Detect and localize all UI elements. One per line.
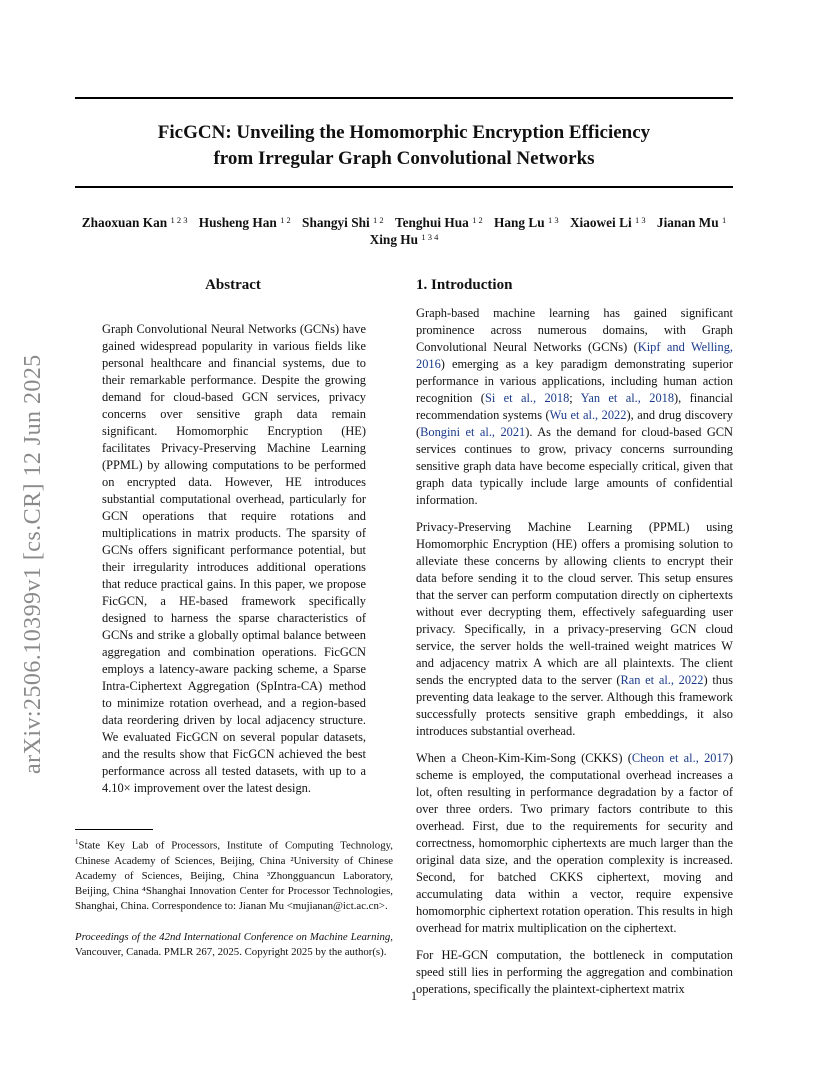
citation-link[interactable]: Yan et al., 2018 [580, 391, 675, 405]
title-top-rule [75, 97, 733, 99]
citation-link[interactable]: Kipf and Welling, 2016 [416, 340, 733, 371]
author-affiliation-marks: 1 2 [373, 215, 384, 225]
author-name: Jianan Mu $^1$ [656, 215, 727, 230]
author-name: Xing Hu $^{1 3 4}$ [369, 232, 439, 247]
intro-body [416, 305, 733, 1008]
author-affiliation-marks: 1 3 [548, 215, 559, 225]
author-name: Xiaowei Li $^{1 3}$ [569, 215, 646, 230]
intro-paragraph-3: When a Cheon-Kim-Kim-Song (CKKS) (Cheon et al., 2017) scheme is employed, the computational overhead increases a lot, often resulting in performance degradation by a factor of over three orders. Two primary factors contribute to this overhead. First, due to the requirements for security and correctness, homomorphic ciphertexts are much larger than the original data size, and the operation complexity is increased. Second, for batched CKKS ciphertext, moving and accumulating data within a vector, require expensive homomorphic ciphertext rotation operation. This results in high overhead for matrix multiplication on the ciphertext. [416, 751, 733, 935]
title-bottom-rule [75, 186, 733, 188]
author-affiliation-marks: 1 2 3 [170, 215, 188, 225]
paper-title [75, 120, 733, 172]
intro-paragraph-4: For HE-GCN computation, the bottleneck in computation speed still lies in performing the aggregation and combination operations, specifically the plaintext-ciphertext matrix [416, 948, 733, 996]
abstract-heading: Abstract [205, 277, 261, 293]
arxiv-stamp [20, 300, 50, 780]
author-name: Tenghui Hua $^{1 2}$ [394, 215, 483, 230]
citation-link[interactable]: Bongini et al., 2021 [420, 425, 526, 439]
author-list [75, 214, 733, 248]
title-line-2: from Irregular Graph Convolutional Networks [213, 148, 595, 169]
author-name: Husheng Han $^{1 2}$ [198, 215, 291, 230]
affiliations-footnote: $^1$State Key Lab of Processors, Institute of Computing Technology, Chinese Academy of Sciences, Beijing, China ²University of Chinese Academy of Sciences, Beijing, China ³Zhongguancun Laboratory, Beijing, China ⁴Shanghai Innovation Center for Processor Technologies, Shanghai, China. Correspondence to: Jianan Mu <mujianan@ict.ac.cn>. [75, 838, 393, 912]
footnote-rule [75, 829, 153, 830]
citation-link[interactable]: Si et al., 2018 [484, 391, 570, 405]
page-number: 1 [410, 989, 418, 1003]
citation-link[interactable]: Wu et al., 2022 [549, 408, 627, 422]
author-affiliation-marks: 1 3 [634, 215, 646, 225]
author-affiliation-marks: 1 [721, 215, 727, 225]
intro-heading: 1. Introduction [416, 277, 513, 293]
citation-link[interactable]: Ran et al., 2022 [620, 673, 704, 687]
author-name: Hang Lu $^{1 3}$ [494, 215, 559, 230]
author-name: Shangyi Shi $^{1 2}$ [302, 215, 384, 230]
intro-paragraph-1: Graph-based machine learning has gained significant prominence across numerous domains, with Graph Convolutional Neural Networks (GCNs) (Kipf and Welling, 2016) emerging as a key paradigm demonstrating superior performance in various applications, including human action recognition (Si et al., 2018; Yan et al., 2018), financial recommendation systems (Wu et al., 2022), and drug discovery (Bongini et al., 2021). As the demand for cloud-based GCN services continues to grow, privacy concerns surrounding sensitive graph data have become especially critical, given that graph data typically include large amounts of confidential information. [416, 306, 734, 507]
proceedings-note: Proceedings of the 42nd International Conference on Machine Learning, Vancouver, Canada. PMLR 267, 2025. Copyright 2025 by the author(s). [75, 931, 393, 958]
citation-link[interactable]: Cheon et al., 2017 [631, 751, 729, 765]
abstract-text: Graph Convolutional Neural Networks (GCNs) have gained widespread popularity in various fields like personal healthcare and financial systems, due to their remarkable performance. Despite the growing demand for cloud-based GCN services, privacy concerns over sensitive graph data remain significant. Homomorphic Encryption (HE) facilitates Privacy-Preserving Machine Learning (PPML) by allowing computations to be performed on encrypted data. However, HE introduces substantial computational overhead, particularly for GCN operations that require rotations and multiplications in matrix products. The sparsity of GCNs offers significant performance potential, but their irregularity introduces additional operations that reduce practical gains. In this paper, we propose FicGCN, a HE-based framework specifically designed to harness the sparse characteristics of GCNs and strike a globally optimal balance between aggregation and combination operations. FicGCN employs a latency-aware packing scheme, a Sparse Intra-Ciphertext Aggregation (SpIntra-CA) method to minimize rotation overhead, and a region-based data reordering driven by local adjacency structure. We evaluated FicGCN on several popular datasets, and the results show that FicGCN achieved the best performance across all tested datasets, with up to a 4.10× improvement over the latest design. [102, 322, 366, 795]
author-affiliation-marks: 1 2 [280, 215, 291, 225]
title-line-1: FicGCN: Unveiling the Homomorphic Encryption Efficiency [157, 122, 651, 143]
arxiv-stamp-text: arXiv:2506.10399v1 [cs.CR] 12 Jun 2025 [20, 354, 46, 774]
author-name: Zhaoxuan Kan $^{1 2 3}$ [81, 215, 188, 230]
intro-paragraph-2: Privacy-Preserving Machine Learning (PPML) using Homomorphic Encryption (HE) offers a promising solution to alleviate these concerns by allowing clients to encrypt their data before sending it to the cloud server. This setup ensures that the server can perform computation directly on ciphertexts without ever decrypting them, effectively safeguarding user privacy. Specifically, in a privacy-preserving GCN cloud service, the server holds the well-trained weight matrices W and adjacency matrix A which are all plaintexts. The client sends the encrypted data to the server (Ran et al., 2022) thus preventing data leakage to the server. Although this framework successfully protects sensitive graph embeddings, it also introduces substantial overhead. [416, 520, 733, 738]
author-affiliation-marks: 1 2 [472, 215, 483, 225]
author-affiliation-marks: 1 3 4 [421, 232, 439, 242]
